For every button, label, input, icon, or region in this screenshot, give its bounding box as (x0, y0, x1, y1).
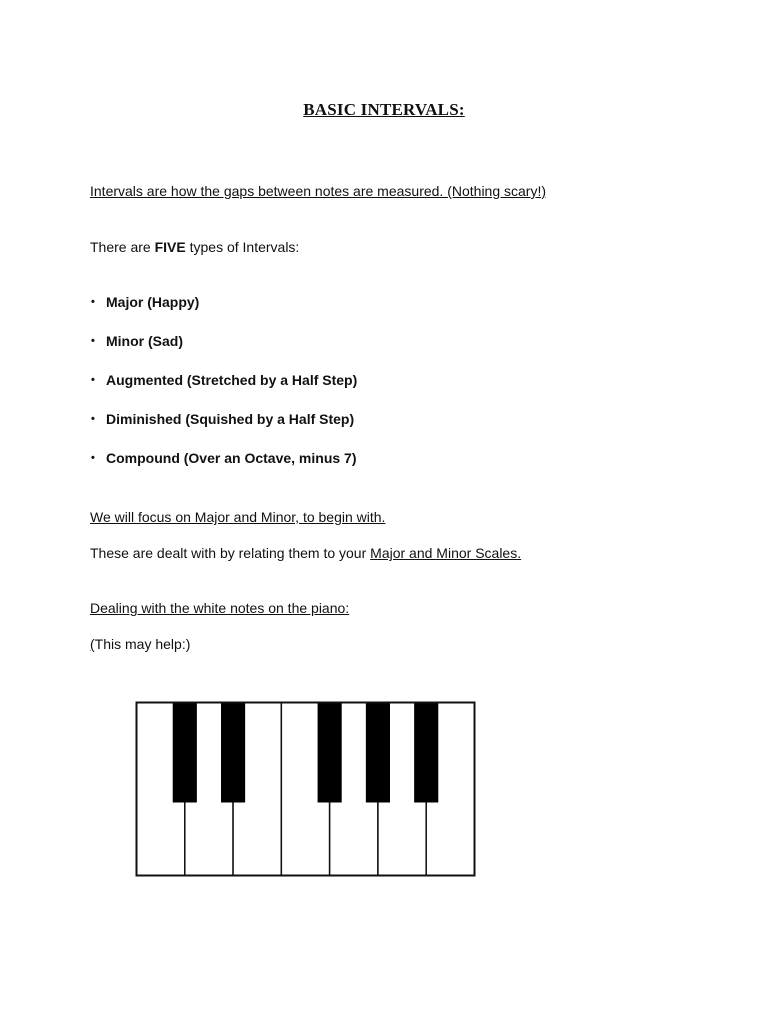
interval-type-label: Augmented (Stretched by a Half Step) (106, 372, 358, 388)
piano-keyboard-svg (135, 701, 476, 877)
bullet-icon: • (91, 335, 95, 347)
list-item (90, 450, 357, 489)
black-key (173, 703, 197, 803)
intro-text: Intervals are how the gaps between notes are measured. (Nothing scary!) (90, 183, 547, 199)
list-item (90, 294, 357, 333)
types-emphasis: FIVE (154, 239, 186, 255)
bullet-icon: • (91, 296, 95, 308)
black-key (318, 703, 342, 803)
bullet-icon: • (91, 374, 95, 386)
bullet-icon: • (91, 413, 95, 425)
help-text (90, 636, 190, 652)
interval-type-label: Minor (Sad) (106, 333, 183, 349)
scales-prefix: These are dealt with by relating them to your (90, 545, 371, 561)
list-item (90, 411, 357, 450)
piano-keyboard-diagram (135, 701, 476, 877)
scales-link: Major and Minor Scales. (370, 545, 522, 561)
page-title: BASIC INTERVALS: (303, 100, 465, 119)
interval-type-label: Major (Happy) (106, 294, 200, 310)
interval-type-label: Diminished (Squished by a Half Step) (106, 411, 355, 427)
types-prefix: There are (90, 239, 155, 255)
list-item (90, 333, 357, 372)
black-key (414, 703, 438, 803)
help-rest: This may help:) (94, 636, 191, 652)
focus-text: We will focus on Major and Minor, to begin with. (90, 509, 386, 525)
interval-type-label: Compound (Over an Octave, minus 7) (106, 450, 357, 466)
list-item (90, 372, 357, 411)
black-key (366, 703, 390, 803)
types-suffix: types of Intervals: (185, 239, 300, 255)
black-key (221, 703, 245, 803)
white-notes-heading: Dealing with the white notes on the piano: (90, 600, 350, 616)
types-intro (90, 239, 299, 255)
help-paren: ( (90, 636, 95, 652)
bullet-icon: • (91, 452, 95, 464)
scales-text (90, 545, 521, 561)
interval-types-list (90, 294, 357, 489)
